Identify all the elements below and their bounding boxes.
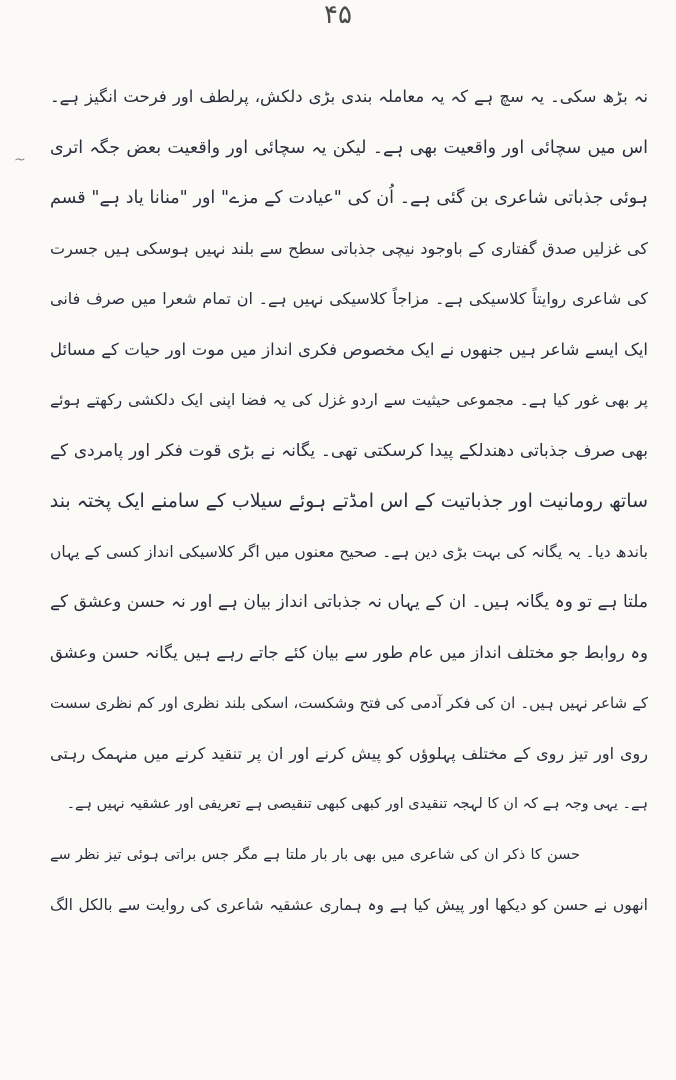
text-line: کی غزلیں صدق گفتاری کے باوجود نیچی جذباتی سطح سے بلند نہیں ہوسکی ہیں جسرت <box>50 238 648 258</box>
margin-mark: ~ <box>14 152 26 168</box>
text-line: حسن کا ذکر ان کی شاعری میں بھی بار بار ملتا ہے مگر جس براتی ہوئی تیز نظر سے <box>50 846 580 863</box>
text-line: ہے۔ یہی وجہ ہے کہ ان کا لہجہ تنقیدی اور کبھی کبھی تنقیصی ہے تعریفی اور عشقیہ نہیں ہے۔ <box>66 796 648 812</box>
text-line: انھوں نے حسن کو دیکھا اور پیش کیا ہے وہ ہماری عشقیہ شاعری کی روایت سے بالکل الگ <box>50 896 648 914</box>
text-line: ہوئی جذباتی شاعری بن گئی ہے۔ اُن کی "عیادت کے مزے" اور "منانا یاد ہے" قسم <box>50 188 648 208</box>
text-line: بھی صرف جذباتی دھندلکے پیدا کرسکتی تھی۔ یگانہ نے بڑی قوت فکر اور پامردی کے <box>50 440 648 461</box>
text-line: کی شاعری روایتاً کلاسیکی ہے۔ مزاجاً کلاسیکی نہیں ہے۔ ان تمام شعرا میں صرف فانی <box>50 289 648 308</box>
text-line: نہ بڑھ سکی۔ یہ سچ ہے کہ یہ معاملہ بندی بڑی دلکش، پرلطف اور فرحت انگیز ہے۔ <box>50 87 648 106</box>
text-line: ساتھ رومانیت اور جذباتیت کے اس امڈتے ہوئے سیلاب کے سامنے ایک پختہ بند <box>50 490 648 512</box>
text-line: ایک ایسے شاعر ہیں جنھوں نے ایک مخصوص فکری انداز میں موت اور حیات کے مسائل <box>50 339 648 359</box>
text-line: روی اور تیز روی کے مختلف پہلوؤں کو پیش کرنے اور ان پر تنقید کرنے میں منہمک رہتی <box>50 743 648 763</box>
text-line: ملتا ہے تو وہ یگانہ ہیں۔ ان کے یہاں نہ جذباتی انداز بیان ہے اور نہ حسن وعشق کے <box>50 592 648 612</box>
text-line: اس میں سچائی اور واقعیت بھی ہے۔ لیکن یہ سچائی اور واقعیت بعض جگہ اتری <box>50 137 648 158</box>
body-text <box>50 72 648 931</box>
text-line: کے شاعر نہیں ہیں۔ ان کی فکر آدمی کی فتح وشکست، اسکی بلند نظری اور کم نظری سست <box>50 694 648 712</box>
page-number: ۴۵ <box>324 0 352 30</box>
text-line: باندھ دیا۔ یہ یگانہ کی بہت بڑی دین ہے۔ صحیح معنوں میں اگر کلاسیکی انداز کسی کے یہاں <box>50 542 648 561</box>
text-line: پر بھی غور کیا ہے۔ مجموعی حیثیت سے اردو غزل کی یہ فضا اپنی ایک دلکشی رکھتے ہوئے <box>50 391 648 409</box>
text-line: وہ روابط جو مختلف انداز میں عام طور سے بیان کئے جاتے رہے ہیں یگانہ حسن وعشق <box>50 642 648 662</box>
